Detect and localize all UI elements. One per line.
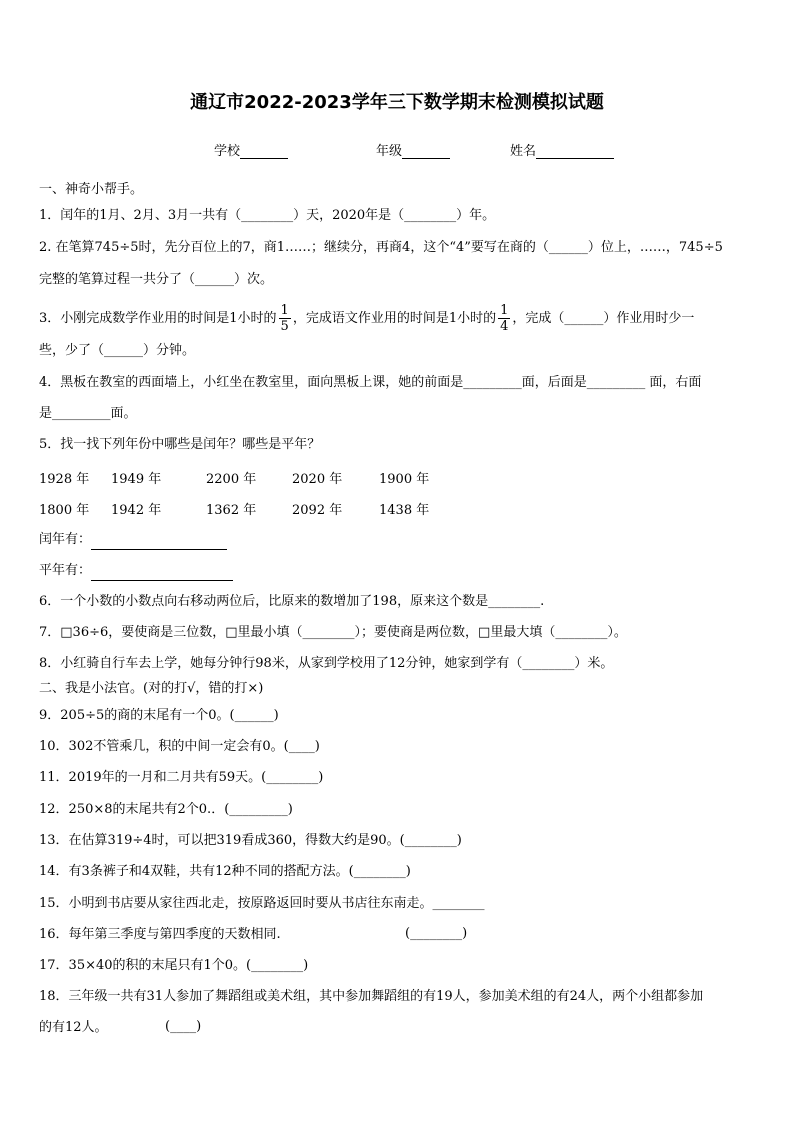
question-2-line-1: 2. 在笔算745÷5时，先分百位上的7，商1……；继续分，再商4，这个“4”要写在商的（______）位上，……，745÷5 — [39, 240, 723, 255]
fraction-numerator: 1 — [500, 303, 509, 318]
year-item: 1928 年 — [39, 472, 90, 487]
question-18-answer[interactable]: (____) — [165, 1019, 202, 1034]
question-3-text-c: ，完成（______）作业用时少一 — [512, 311, 695, 326]
question-8: 8．小红骑自行车去上学，她每分钟行98米，从家到学校用了12分钟，她家到学有（________）米。 — [39, 656, 614, 671]
page-title: 通辽市2022-2023学年三下数学期末检测模拟试题 — [190, 92, 604, 113]
question-2-line-2: 完整的笔算过程一共分了（______）次。 — [39, 272, 274, 287]
question-17: 17．35×40的积的末尾只有1个0。(________) — [39, 958, 309, 973]
school-field — [214, 140, 288, 159]
name-blank[interactable] — [536, 158, 614, 159]
year-item: 1800 年 — [39, 503, 90, 518]
question-13: 13．在估算319÷4时，可以把319看成360，得数大约是90。(________) — [39, 833, 462, 848]
question-9: 9．205÷5的商的末尾有一个0。(______) — [39, 708, 279, 723]
grade-label: 年级 — [376, 144, 403, 159]
school-blank[interactable] — [240, 158, 288, 159]
question-3-line-1 — [39, 303, 694, 334]
question-12: 12．250×8的末尾共有2个0.．(_________) — [39, 802, 293, 817]
name-field — [510, 140, 614, 159]
common-year-answer — [39, 561, 233, 581]
year-item: 1942 年 — [111, 503, 162, 518]
question-16-answer[interactable]: (________) — [405, 926, 468, 941]
year-item: 2092 年 — [292, 503, 343, 518]
question-18-line-1: 18．三年级一共有31人参加了舞蹈组或美术组，其中参加舞蹈组的有19人，参加美术组的有24人，两个小组都参加 — [39, 989, 704, 1004]
question-18-line-2: 的有12人。 — [39, 1020, 108, 1035]
section-heading-2: 二、我是小法官。(对的打√，错的打×) — [39, 681, 264, 696]
year-item: 2020 年 — [292, 472, 343, 487]
question-1: 1．闰年的1月、2月、3月一共有（________）天，2020年是（________）年。 — [39, 208, 496, 223]
year-item: 1900 年 — [379, 472, 430, 487]
question-3-text-a: 3．小刚完成数学作业用的时间是1小时的 — [39, 311, 277, 326]
year-item: 1362 年 — [206, 503, 257, 518]
question-5: 5．找一找下列年份中哪些是闰年？哪些是平年？ — [39, 437, 321, 452]
question-14: 14．有3条裤子和4双鞋，共有12种不同的搭配方法。(________) — [39, 864, 411, 879]
school-label: 学校 — [214, 144, 241, 159]
common-year-blank[interactable] — [91, 580, 233, 581]
question-7: 7．□36÷6，要使商是三位数，□里最小填（________）；要使商是两位数，□里最大填（________）。 — [39, 625, 627, 640]
leap-year-blank[interactable] — [91, 549, 227, 550]
fraction-numerator: 1 — [280, 303, 289, 318]
question-10: 10．302不管乘几，积的中间一定会有0。(____) — [39, 739, 320, 754]
year-item: 1949 年 — [111, 472, 162, 487]
question-4-line-2: 是_________面。 — [39, 406, 137, 421]
common-year-label: 平年有： — [39, 563, 92, 578]
name-label: 姓名 — [510, 144, 537, 159]
fraction-one-fifth — [279, 303, 291, 334]
grade-field — [376, 140, 450, 159]
section-heading-1: 一、神奇小帮手。 — [39, 182, 144, 197]
question-16: 16．每年第三季度与第四季度的天数相同. — [39, 927, 281, 942]
leap-year-answer — [39, 530, 227, 550]
question-3-text-b: ，完成语文作业用的时间是1小时的 — [292, 311, 497, 326]
question-11: 11．2019年的一月和二月共有59天。(________) — [39, 770, 324, 785]
question-4-line-1: 4．黑板在教室的西面墙上，小红坐在教室里，面向黑板上课，她的前面是_________面，后面是_________ 面，右面 — [39, 375, 702, 390]
fraction-denominator: 5 — [280, 319, 289, 334]
question-6: 6．一个小数的小数点向右移动两位后，比原来的数增加了198，原来这个数是________. — [39, 594, 545, 609]
year-item: 1438 年 — [379, 503, 430, 518]
year-item: 2200 年 — [206, 472, 257, 487]
question-3-line-2: 些，少了（______）分钟。 — [39, 343, 196, 358]
question-15: 15．小明到书店要从家往西北走，按原路返回时要从书店往东南走。________ — [39, 896, 485, 911]
leap-year-label: 闰年有： — [39, 532, 92, 547]
fraction-one-fourth — [498, 303, 510, 334]
grade-blank[interactable] — [402, 158, 450, 159]
fraction-denominator: 4 — [500, 319, 509, 334]
